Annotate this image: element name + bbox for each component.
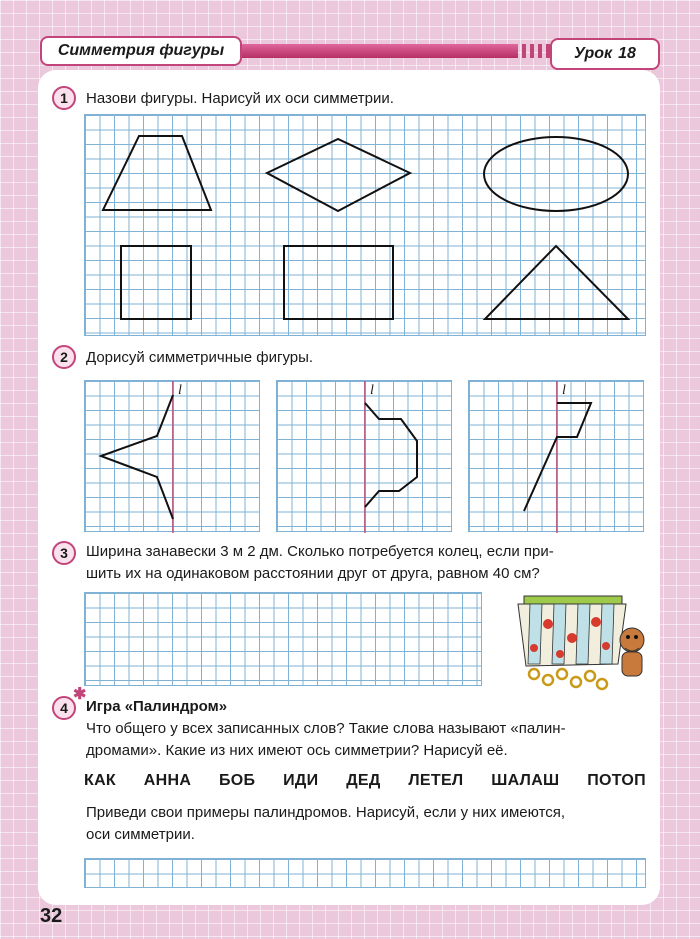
axis-label-2: l: [370, 383, 374, 398]
lesson-word: Урок: [574, 45, 613, 62]
task-3-number: 3: [52, 541, 76, 565]
task-4-grid[interactable]: [84, 858, 646, 888]
task-4-number: 4: [52, 696, 76, 720]
task-3-text-line-1: Ширина занавески 3 м 2 дм. Сколько потребуется колец, если при-: [86, 543, 554, 560]
task-2-figure-2: [277, 381, 453, 533]
palindrome-word: ШАЛАШ: [491, 772, 560, 789]
task-3-text-line-2: шить их на одинаковом расстоянии друг от друга, равном 40 см?: [86, 565, 540, 582]
task-2-number: 2: [52, 345, 76, 369]
lesson-label: [550, 38, 660, 70]
task-2-grid-3[interactable]: [468, 380, 644, 532]
header-bar: [238, 44, 518, 58]
palindrome-word: КАК: [84, 772, 116, 789]
palindrome-word: АННА: [143, 772, 192, 789]
task-4-text-line-2: дромами». Какие из них имеют ось симметрии? Нарисуй её.: [86, 742, 508, 759]
task-4-text-line-3: Приведи свои примеры палиндромов. Нарисуй, если у них имеются,: [86, 804, 566, 821]
triangle-shape: [485, 246, 628, 319]
task-2-text: Дорисуй симметричные фигуры.: [86, 349, 314, 366]
half-figure-2: [365, 403, 417, 507]
square-shape: [121, 246, 191, 319]
curtain-illustration: [506, 594, 652, 690]
task-1-number: 1: [52, 86, 76, 110]
half-figure-1: [101, 395, 173, 519]
axis-label-3: l: [562, 383, 566, 398]
star-icon: ✱: [73, 686, 87, 703]
task-3-grid[interactable]: [84, 592, 482, 686]
palindrome-word: ДЕД: [346, 772, 381, 789]
palindrome-word: ПОТОП: [587, 772, 646, 789]
task-4-title: Игра «Палиндром»: [86, 698, 228, 715]
axis-label-1: l: [178, 383, 182, 398]
task-1-grid[interactable]: [84, 114, 646, 336]
palindrome-words: [84, 772, 646, 790]
rectangle-shape: [284, 246, 393, 319]
palindrome-word: ИДИ: [283, 772, 319, 789]
palindrome-word: ЛЕТЕЛ: [408, 772, 464, 789]
task-2-grid-2[interactable]: [276, 380, 452, 532]
page-number: 32: [40, 905, 63, 927]
task-2-grid-1[interactable]: [84, 380, 260, 532]
task-2-figure-1: [85, 381, 261, 533]
task-4-text-line-1: Что общего у всех записанных слов? Такие слова называют «палин-: [86, 720, 566, 737]
ellipse-shape: [484, 137, 628, 211]
task-2-figure-3: [469, 381, 645, 533]
rhombus-shape: [267, 139, 410, 211]
trapezoid-shape: [103, 136, 211, 210]
task-4-text-line-4: оси симметрии.: [86, 826, 195, 843]
task-1-figures: [85, 115, 647, 337]
palindrome-word: БОБ: [218, 772, 256, 789]
lesson-number: 18: [618, 45, 636, 62]
task-1-text: Назови фигуры. Нарисуй их оси симметрии.: [86, 90, 394, 107]
header-stripes: [518, 44, 550, 58]
topic-title: Симметрия фигуры: [40, 36, 242, 66]
